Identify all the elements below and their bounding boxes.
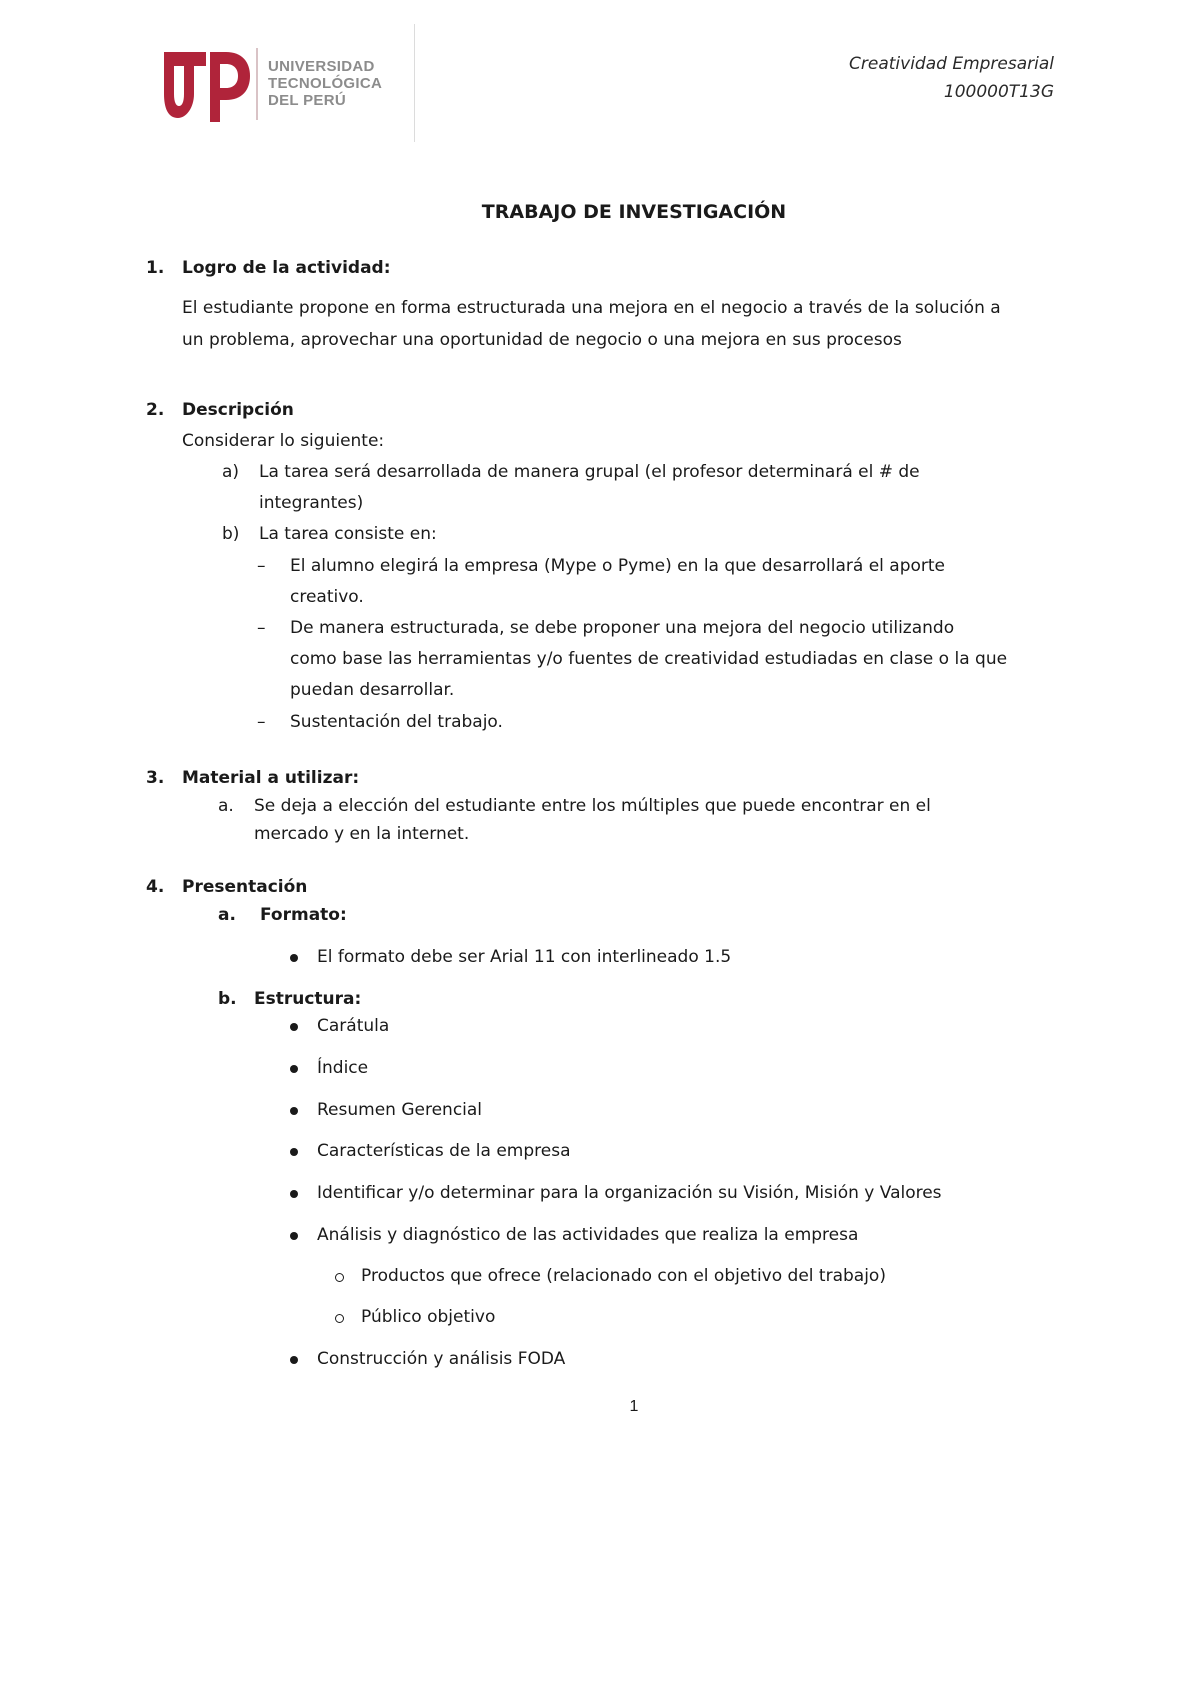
structure-item-6: Análisis y diagnóstico de las actividades que realiza la empresa [317, 1225, 859, 1245]
section-3-number: 3. [146, 768, 165, 788]
item-a-line-2: integrantes) [259, 493, 364, 513]
structure-item-1: Carátula [317, 1016, 390, 1036]
section-4-number: 4. [146, 877, 165, 897]
bullet-icon [290, 1065, 298, 1073]
document-title: TRABAJO DE INVESTIGACIÓN [481, 201, 787, 223]
dash-3: – [257, 712, 266, 732]
dash-item-2-line-3: puedan desarrollar. [290, 680, 455, 700]
format-marker: a. [218, 905, 236, 925]
page-number: 1 [629, 1398, 639, 1415]
structure-sub-item-2: Público objetivo [361, 1307, 496, 1327]
dash-item-3: Sustentación del trabajo. [290, 712, 503, 732]
bullet-icon [290, 1232, 298, 1240]
sub-bullet-icon [335, 1314, 344, 1323]
structure-item-3: Resumen Gerencial [317, 1100, 483, 1120]
structure-sub-item-1: Productos que ofrece (relacionado con el objetivo del trabajo) [361, 1266, 886, 1286]
structure-heading: Estructura: [254, 989, 362, 1009]
header-divider [414, 24, 415, 142]
item-b-marker: b) [222, 524, 240, 544]
structure-marker: b. [218, 989, 237, 1009]
structure-item-5: Identificar y/o determinar para la organización su Visión, Misión y Valores [317, 1183, 942, 1203]
section-3-line-2: mercado y en la internet. [254, 824, 470, 844]
utp-logo-icon [160, 46, 252, 124]
section-3-line-1: Se deja a elección del estudiante entre los múltiples que puede encontrar en el [254, 796, 931, 816]
section-4-heading: Presentación [182, 877, 308, 897]
item-b-text: La tarea consiste en: [259, 524, 437, 544]
logo-divider [256, 48, 258, 120]
section-1-text-line-1: El estudiante propone en forma estructurada una mejora en el negocio a través de la solución a [182, 298, 1001, 318]
dash-item-2-line-1: De manera estructurada, se debe proponer una mejora del negocio utilizando [290, 618, 955, 638]
dash-item-2-line-2: como base las herramientas y/o fuentes de creatividad estudiadas en clase o la que [290, 649, 1008, 669]
item-a-line-1: La tarea será desarrollada de manera grupal (el profesor determinará el # de [259, 462, 920, 482]
section-3-item-marker: a. [218, 796, 234, 816]
dash-1: – [257, 556, 266, 576]
logo-line-2: TECNOLÓGICA [268, 75, 383, 92]
structure-item-4: Características de la empresa [317, 1141, 571, 1161]
structure-item-last: Construcción y análisis FODA [317, 1349, 566, 1369]
sub-bullet-icon [335, 1273, 344, 1282]
logo-line-3: DEL PERÚ [268, 92, 346, 109]
section-1-heading: Logro de la actividad: [182, 258, 391, 278]
dash-item-1-line-1: El alumno elegirá la empresa (Mype o Pyme) en la que desarrollará el aporte [290, 556, 946, 576]
format-heading: Formato: [260, 905, 347, 925]
section-1-text-line-2: un problema, aprovechar una oportunidad de negocio o una mejora en sus procesos [182, 330, 902, 350]
bullet-icon [290, 1356, 298, 1364]
section-3-heading: Material a utilizar: [182, 768, 360, 788]
course-code: 100000T13G [943, 82, 1054, 102]
bullet-icon [290, 1107, 298, 1115]
logo-line-1: UNIVERSIDAD [268, 58, 375, 75]
course-name: Creatividad Empresarial [849, 54, 1054, 74]
section-2-heading: Descripción [182, 400, 294, 420]
bullet-icon [290, 1148, 298, 1156]
section-2-number: 2. [146, 400, 165, 420]
structure-item-2: Índice [317, 1058, 369, 1078]
dash-item-1-line-2: creativo. [290, 587, 364, 607]
dash-2: – [257, 618, 266, 638]
bullet-icon [290, 1190, 298, 1198]
university-name [268, 58, 382, 109]
bullet-icon [290, 954, 298, 962]
section-2-intro: Considerar lo siguiente: [182, 431, 385, 451]
bullet-icon [290, 1023, 298, 1031]
format-item: El formato debe ser Arial 11 con interlineado 1.5 [317, 947, 732, 967]
item-a-marker: a) [222, 462, 240, 482]
section-1-number: 1. [146, 258, 165, 278]
